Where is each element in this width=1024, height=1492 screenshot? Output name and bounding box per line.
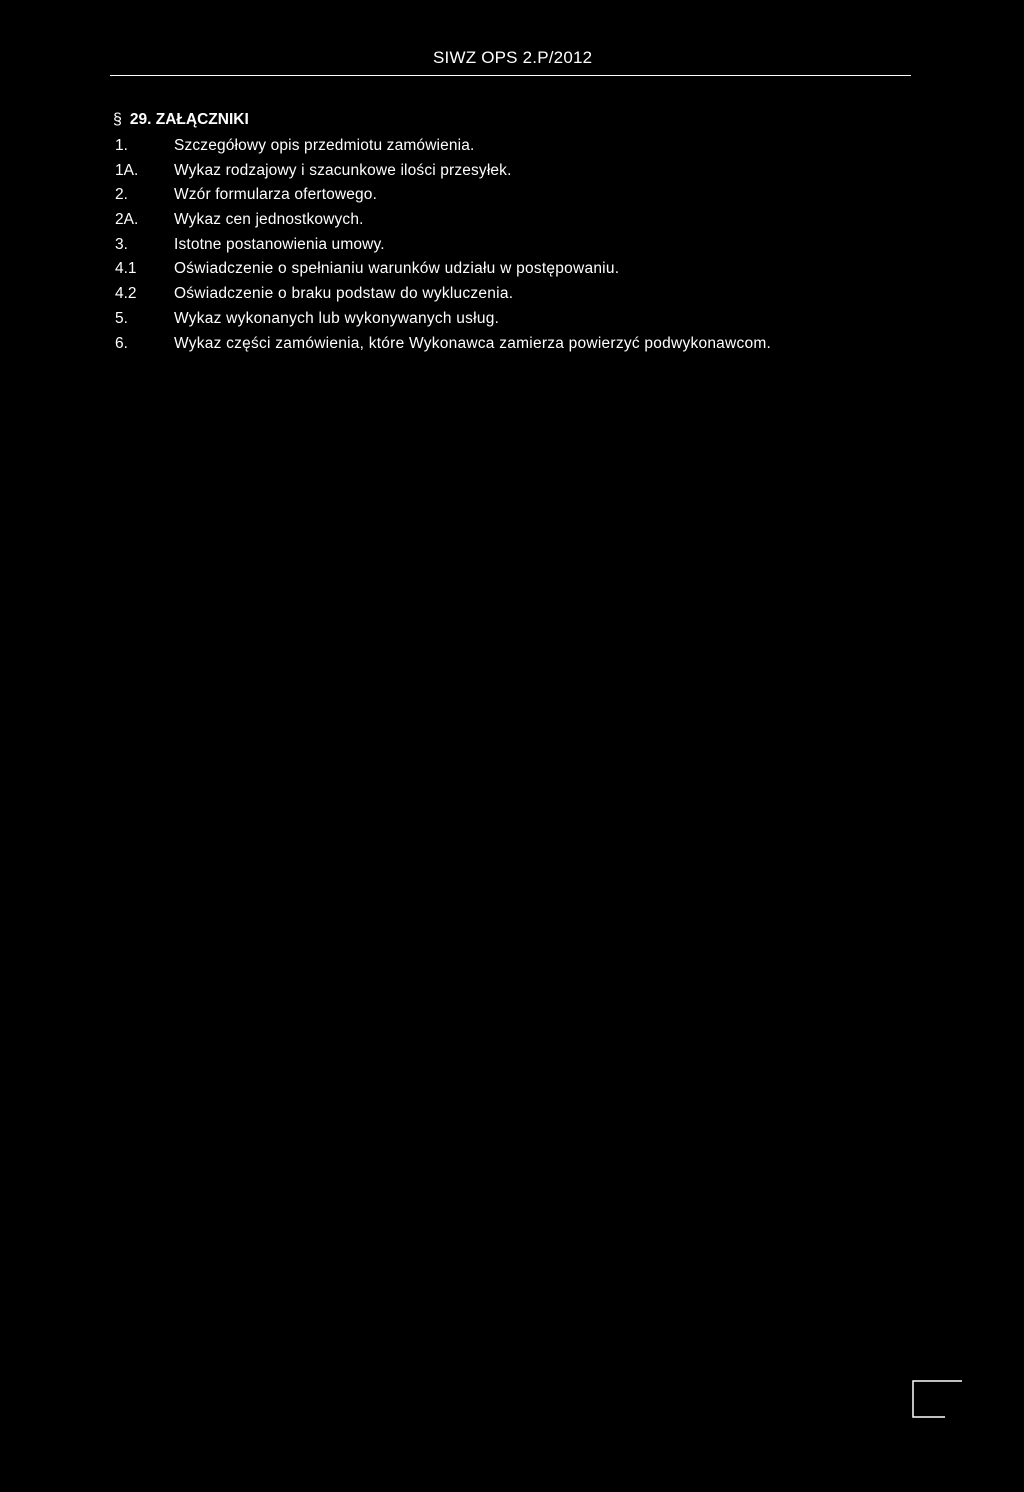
attachment-item [115,134,771,159]
attachment-title: Oświadczenie o spełnianiu warunków udziału w postępowaniu. [174,260,620,278]
attachment-number: 1. [115,137,128,154]
header-divider [110,75,911,76]
attachment-item [115,208,771,233]
attachment-title: Wzór formularza ofertowego. [174,186,378,204]
attachment-item [115,257,771,282]
attachment-title: Wykaz części zamówienia, które Wykonawca zamierza powierzyć podwykonawcom. [174,334,772,352]
section-heading [113,109,249,131]
attachment-number: 3. [115,235,128,253]
attachment-title: Wykaz cen jednostkowych. [174,211,364,229]
attachment-number: 2A. [115,211,139,229]
attachment-item [115,307,771,332]
attachment-title: Wykaz wykonanych lub wykonywanych usług. [174,309,500,327]
attachment-number: 4.2 [115,285,137,303]
section-sign: § [113,111,122,128]
attachment-title: Wykaz rodzajowy i szacunkowe ilości przesyłek. [174,161,512,179]
corner-bracket-mark [912,1380,962,1418]
attachment-item [115,183,771,208]
section-title: 29. ZAŁĄCZNIKI [129,111,249,128]
attachment-number: 6. [115,334,128,352]
attachment-number: 2. [115,186,128,204]
attachment-title: Szczegółowy opis przedmiotu zamówienia. [174,137,475,154]
attachment-title: Oświadczenie o braku podstaw do wykluczenia. [174,285,514,303]
attachment-number: 1A. [115,161,139,179]
attachment-title: Istotne postanowienia umowy. [174,235,385,253]
document-reference: SIWZ OPS 2.P/2012 [433,48,593,67]
attachment-item [115,282,771,307]
attachment-item [115,159,771,184]
attachments-list [115,134,771,356]
attachment-number: 4.1 [115,260,137,278]
attachment-item [115,233,771,258]
attachment-number: 5. [115,309,128,327]
attachment-item [115,332,771,357]
